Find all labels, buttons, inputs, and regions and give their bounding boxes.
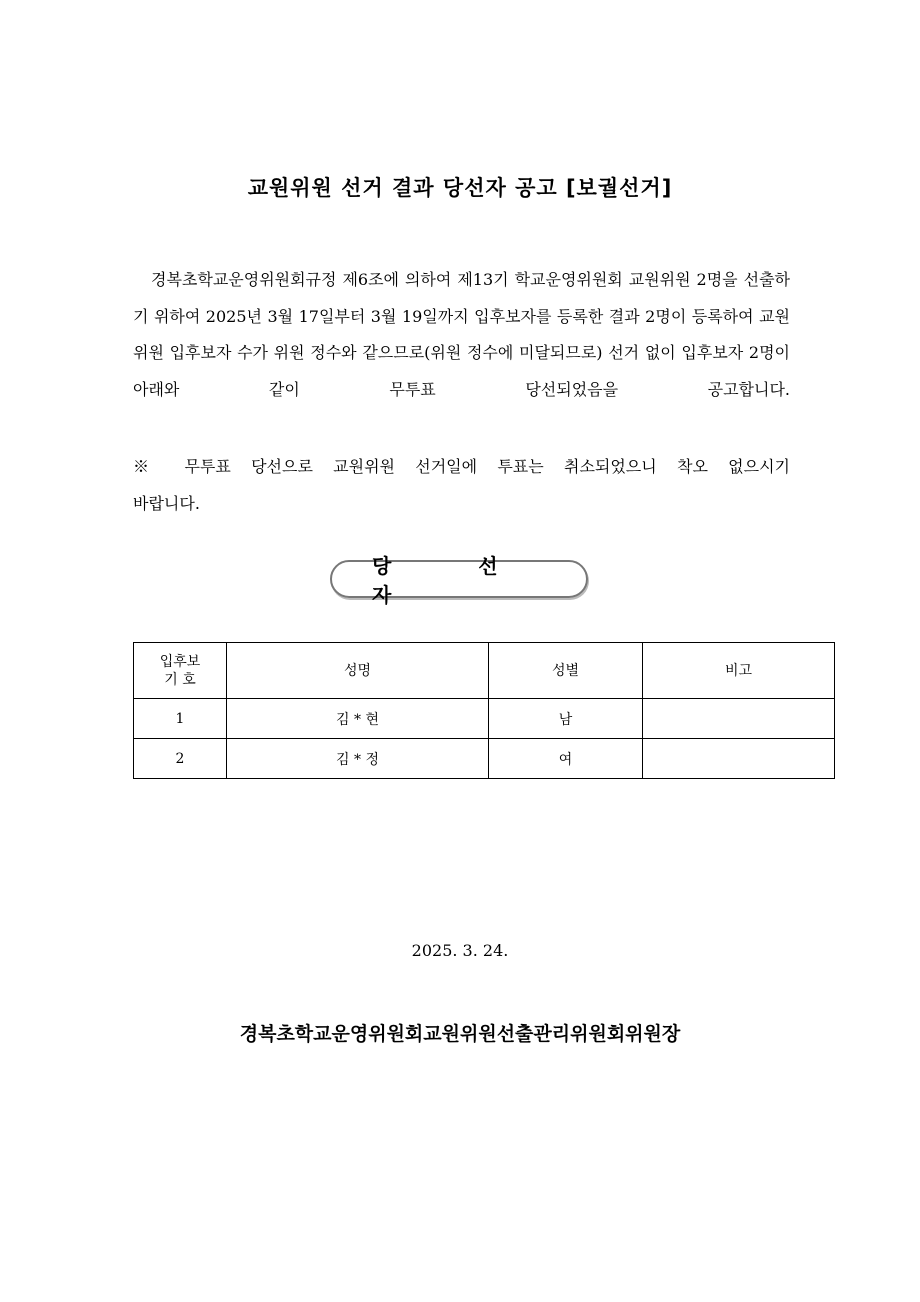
note-text: ※ 무투표 당선으로 교원위원 선거일에 투표는 취소되었으니 착오 없으시기 <box>133 457 790 476</box>
header-name: 성명 <box>227 643 489 699</box>
cell-name: 김 * 정 <box>227 739 489 779</box>
document-title: 교원위원 선거 결과 당선자 공고 [보궐선거] <box>247 176 673 200</box>
cell-remarks <box>643 699 835 739</box>
header-gender: 성별 <box>489 643 643 699</box>
table-row <box>134 699 835 739</box>
cell-remarks <box>643 739 835 779</box>
cell-gender: 남 <box>489 699 643 739</box>
header-remarks: 비고 <box>643 643 835 699</box>
announcement-note <box>133 449 790 522</box>
cell-gender: 여 <box>489 739 643 779</box>
cell-number: 2 <box>134 739 227 779</box>
header-number-line2: 기 호 <box>164 671 196 688</box>
header-candidate-number <box>134 643 227 699</box>
announcement-paragraph: 경복초학교운영위원회규정 제6조에 의하여 제13기 학교운영위원회 교원위원 2명을 선출하기 위하여 2025년 3월 17일부터 3월 19일까지 입후보자를 등록한 결과 2명이 등록하여 교원위원 입후보자 수가 위원 정수와 같으므로(위원 정수에 미달되므로) 선거 없이 입후보자 2명이 아래와 같이 무투표 당선되었음을 공고합니다. <box>133 270 790 399</box>
note-text-end: 바랍니다. <box>133 493 200 513</box>
winners-section-label: 당 선 자 <box>330 560 588 598</box>
winners-table <box>133 642 835 779</box>
announcement-date: 2025. 3. 24. <box>411 941 509 960</box>
table-row <box>134 739 835 779</box>
issuer-signature: 경복초학교운영위원회교원위원선출관리위원회위원장 <box>239 1023 681 1045</box>
header-number-line1: 입후보 <box>159 653 201 670</box>
table-header-row <box>134 643 835 699</box>
cell-name: 김 * 현 <box>227 699 489 739</box>
announcement-body <box>133 262 790 408</box>
cell-number: 1 <box>134 699 227 739</box>
